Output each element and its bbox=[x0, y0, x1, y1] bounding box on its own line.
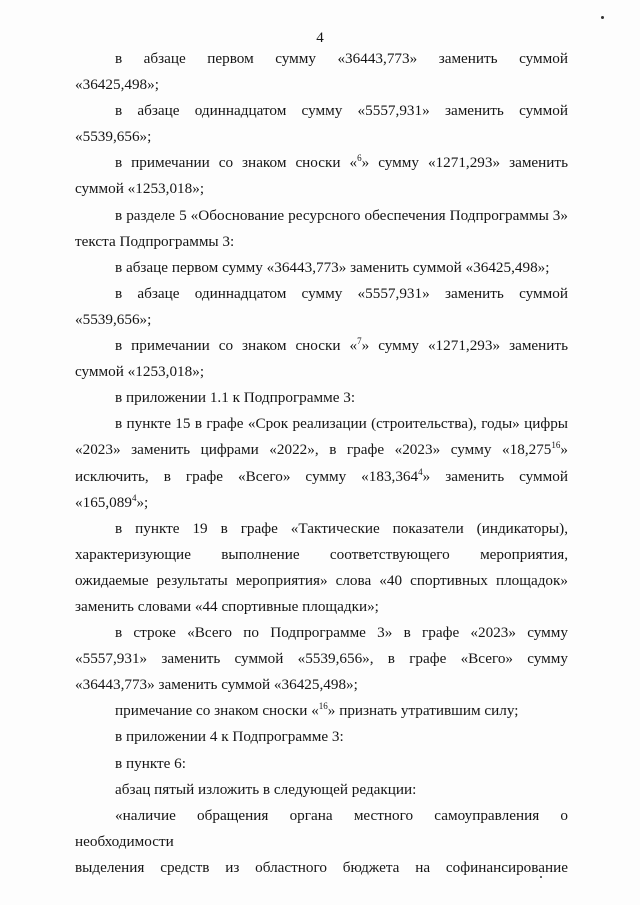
text-line: ожидаемые результаты мероприятия» слова «40 спортивных площадок» bbox=[75, 571, 568, 589]
scan-speck bbox=[601, 16, 604, 19]
paragraph bbox=[75, 516, 568, 620]
text-run: » bbox=[560, 441, 568, 459]
paragraph bbox=[75, 46, 568, 98]
footnote-mark: 4 bbox=[131, 492, 137, 503]
paragraph: в абзаце первом сумму «36443,773» заменить суммой «36425,498»; bbox=[115, 258, 550, 276]
text-line: заменить словами «44 спортивные площадки»; bbox=[75, 597, 379, 615]
text-line: выделения средств из областного бюджета на софинансирование bbox=[75, 858, 568, 876]
paragraph: в пункте 6: bbox=[115, 754, 186, 772]
text-run: » признать утратившим силу; bbox=[327, 702, 519, 720]
paragraph bbox=[75, 98, 568, 150]
text-run: »; bbox=[136, 493, 149, 511]
text-run: «2023» заменить цифрами «2022», в графе «2023» сумму «18,275 bbox=[75, 441, 552, 459]
paragraph bbox=[75, 411, 568, 515]
text-line bbox=[75, 437, 568, 463]
text-line: суммой «1253,018»; bbox=[75, 180, 205, 198]
text-run: «165,089 bbox=[75, 493, 132, 511]
text-line: текста Подпрограммы 3: bbox=[75, 232, 235, 250]
text-line: в абзаце первом сумму «36443,773» заменить суммой bbox=[115, 50, 568, 67]
text-line: «36425,498»; bbox=[75, 76, 159, 94]
footnote-mark: 6 bbox=[357, 153, 362, 164]
text-line: в разделе 5 «Обоснование ресурсного обеспечения Подпрограммы 3» bbox=[115, 206, 568, 224]
text-line: «5539,656»; bbox=[75, 128, 152, 146]
footnote-mark: 4 bbox=[418, 466, 423, 477]
paragraph bbox=[75, 333, 568, 385]
paragraph: в приложении 4 к Подпрограмме 3: bbox=[115, 728, 344, 746]
paragraph bbox=[75, 698, 568, 724]
text-line bbox=[75, 333, 568, 359]
paragraph bbox=[75, 620, 568, 698]
paragraph bbox=[75, 150, 568, 202]
page-number: 4 bbox=[316, 30, 324, 46]
paragraph: абзац пятый изложить в следующей редакции: bbox=[115, 780, 417, 798]
footnote-mark: 7 bbox=[357, 336, 362, 347]
text-line bbox=[75, 150, 568, 176]
text-line: в строке «Всего по Подпрограмме 3» в графе «2023» сумму bbox=[115, 624, 568, 642]
text-run: » заменить суммой bbox=[422, 467, 568, 485]
text-line: в пункте 15 в графе «Срок реализации (строительства), годы» цифры bbox=[115, 415, 568, 433]
text-line: в абзаце одиннадцатом сумму «5557,931» заменить суммой bbox=[115, 284, 568, 302]
text-line bbox=[75, 464, 568, 490]
text-line: суммой «1253,018»; bbox=[75, 363, 205, 381]
text-run: в примечании со знаком сноски « bbox=[115, 154, 358, 172]
paragraph bbox=[75, 203, 568, 255]
text-line: в пункте 19 в графе «Тактические показатели (индикаторы), bbox=[115, 519, 568, 537]
text-run: в примечании со знаком сноски « bbox=[115, 337, 358, 355]
text-line bbox=[75, 490, 568, 516]
paragraph: в приложении 1.1 к Подпрограмме 3: bbox=[115, 389, 356, 407]
document-body bbox=[75, 46, 568, 881]
text-line: в абзаце одиннадцатом сумму «5557,931» заменить суммой bbox=[115, 102, 568, 120]
text-line: «5557,931» заменить суммой «5539,656», в графе «Всего» сумму bbox=[75, 650, 568, 668]
text-run: » сумму «1271,293» заменить bbox=[361, 337, 568, 355]
text-run: исключить, в графе «Всего» сумму «183,364 bbox=[75, 467, 419, 485]
text-run: примечание со знаком сноски « bbox=[115, 702, 319, 720]
text-line: «5539,656»; bbox=[75, 310, 152, 328]
text-line: характеризующие выполнение соответствующего мероприятия, bbox=[75, 545, 568, 563]
paragraph bbox=[75, 281, 568, 333]
footnote-mark: 16 bbox=[551, 440, 561, 451]
text-line: «36443,773» заменить суммой «36425,498»; bbox=[75, 676, 358, 694]
footnote-mark: 16 bbox=[318, 701, 328, 712]
text-line: «наличие обращения органа местного самоуправления о необходимости bbox=[75, 806, 568, 850]
paragraph bbox=[75, 803, 568, 881]
text-run: » сумму «1271,293» заменить bbox=[361, 154, 568, 172]
